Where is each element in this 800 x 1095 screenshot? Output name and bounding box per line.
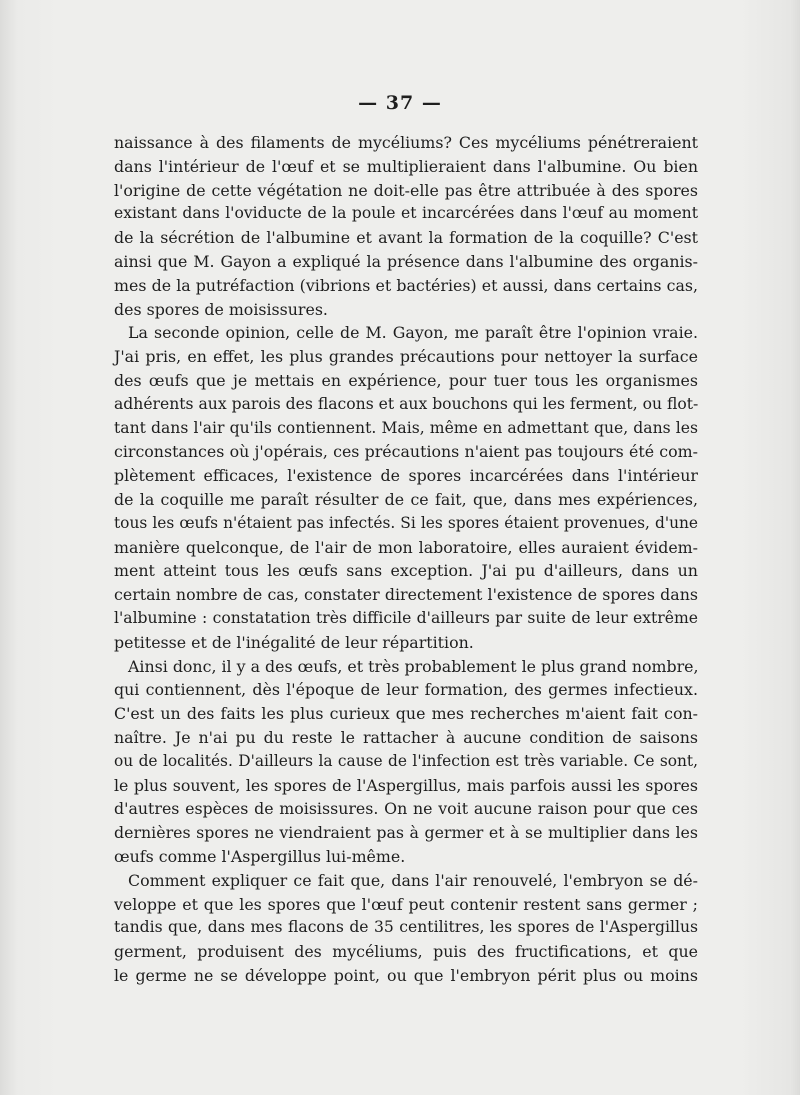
text-line: mes de la putréfaction (vibrions et bactéries) et aussi, dans certains cas, [114, 275, 698, 295]
text-line: plètement efficaces, l'existence de spores incarcérées dans l'intérieur [114, 466, 698, 486]
text-line: Comment expliquer ce fait que, dans l'air renouvelé, l'embryon se dé- [128, 870, 698, 890]
text-line: l'origine de cette végétation ne doit-elle pas être attribuée à des spores [114, 180, 698, 200]
text-line: La seconde opinion, celle de M. Gayon, me paraît être l'opinion vraie. [128, 323, 698, 343]
page-number: — 37 — [358, 92, 442, 114]
text-line: Ainsi donc, il y a des œufs, et très probablement le plus grand nombre, [128, 656, 699, 676]
text-line: ainsi que M. Gayon a expliqué la présence dans l'albumine des organis- [114, 251, 698, 271]
text-line: veloppe et que les spores que l'œuf peut contenir restent sans germer ; [114, 894, 698, 914]
text-line: l'albumine : constatation très difficile d'ailleurs par suite de leur extrême [114, 608, 698, 627]
text-line: ou de localités. D'ailleurs la cause de l'infection est très variable. Ce sont, [114, 751, 698, 770]
text-line: de la sécrétion de l'albumine et avant la formation de la coquille? C'est [114, 228, 698, 248]
text-line: manière quelconque, de l'air de mon laboratoire, elles auraient évidem- [114, 537, 698, 557]
paragraph [114, 655, 698, 869]
text-line: dans l'intérieur de l'œuf et se multiplieraient dans l'albumine. Ou bien [114, 156, 698, 176]
text-line: naître. Je n'ai pu du reste le rattacher à aucune condition de saisons [114, 727, 698, 747]
paragraph [114, 131, 698, 321]
text-line: qui contiennent, dès l'époque de leur formation, des germes infectieux. [114, 680, 698, 700]
text-line: circonstances où j'opérais, ces précautions n'aient pas toujours été com- [114, 442, 698, 462]
text-line: naissance à des filaments de mycéliums? Ces mycéliums pénétreraient [114, 133, 698, 152]
text-line: ment atteint tous les œufs sans exception. J'ai pu d'ailleurs, dans un [114, 561, 698, 581]
text-line: de la coquille me paraît résulter de ce fait, que, dans mes expériences, [114, 489, 698, 509]
paragraph [114, 869, 698, 988]
text-line: dernières spores ne viendraient pas à germer et à se multiplier dans les [114, 823, 698, 843]
text-line: adhérents aux parois des flacons et aux bouchons qui les ferment, ou flot- [114, 394, 699, 413]
text-line: certain nombre de cas, constater directement l'existence de spores dans [114, 585, 698, 605]
text-line: d'autres espèces de moisissures. On ne voit aucune raison pour que ces [114, 799, 698, 819]
body-text [114, 131, 698, 988]
text-line: le plus souvent, les spores de l'Aspergillus, mais parfois aussi les spores [114, 775, 698, 795]
paragraph [114, 321, 698, 654]
text-line: C'est un des faits les plus curieux que mes recherches m'aient fait con- [114, 704, 698, 724]
text-line: des œufs que je mettais en expérience, pour tuer tous les organismes [114, 370, 698, 390]
text-line: germent, produisent des mycéliums, puis des fructifications, et que [114, 942, 698, 962]
text-line: J'ai pris, en effet, les plus grandes précautions pour nettoyer la surface [114, 347, 698, 367]
text-line: le germe ne se développe point, ou que l'embryon périt plus ou moins [114, 965, 698, 985]
text-line: existant dans l'oviducte de la poule et incarcérées dans l'œuf au moment [114, 204, 698, 223]
text-line: œufs comme l'Aspergillus lui-même. [114, 846, 406, 866]
text-line: tous les œufs n'étaient pas infectés. Si les spores étaient provenues, d'une [114, 513, 698, 532]
text-line: des spores de moisissures. [114, 299, 328, 319]
text-line: tandis que, dans mes flacons de 35 centilitres, les spores de l'Aspergillus [114, 918, 698, 937]
text-line: tant dans l'air qu'ils contiennent. Mais, même en admettant que, dans les [114, 418, 698, 437]
text-line: petitesse et de l'inégalité de leur répartition. [114, 632, 474, 652]
